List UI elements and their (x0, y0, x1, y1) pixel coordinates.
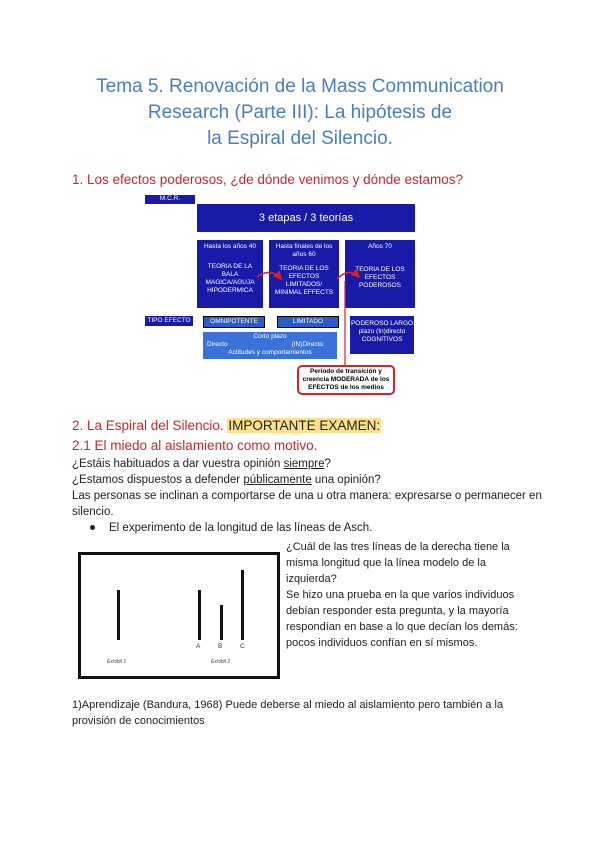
exhibit-2-caption: Exhibit 2 (211, 659, 231, 665)
question-1 (72, 456, 542, 472)
tipo-efecto-label: TIPO EFECTO (145, 316, 193, 326)
asch-text-line: Se hizo una prueba en la que varios individuos (286, 589, 515, 601)
col-1-period: Hasta los años 40 (203, 243, 257, 250)
asch-text-line: debían responder esta pregunta, y la mayoría (286, 605, 509, 617)
bandura-paragraph (72, 697, 503, 729)
asch-text-line: respondían en base a lo que decían los demás: (286, 621, 518, 633)
question-2 (72, 472, 542, 488)
q1-underlined: siempre (283, 458, 325, 470)
q1-text: ¿Estáis habituados a dar vuestra opinión (72, 458, 284, 470)
section-2-heading (72, 418, 381, 433)
section-2-1-heading: 2.1 El miedo al aislamiento como motivo. (72, 438, 318, 453)
label-b: B (218, 643, 223, 650)
bullet-text: El experimento de la longitud de las líneas de Asch. (109, 522, 373, 534)
asch-description (286, 539, 518, 651)
label-c: C (240, 643, 245, 650)
corto-plazo-row (203, 341, 337, 349)
section-1-heading: 1. Los efectos poderosos, ¿de dónde venimos y dónde estamos? (72, 172, 463, 187)
transition-period-box: Periodo de transición y creencia MODERADA de los EFECTOS de los medios (297, 365, 395, 395)
arrow-2 (337, 272, 359, 279)
col-3-period: Años 70 (368, 243, 392, 250)
q1-end: ? (324, 458, 331, 470)
col-3-theory: TEORIA DE LOS EFECTOS PODEROSOS (355, 266, 405, 289)
asch-text-line: izquierda? (286, 573, 337, 585)
three-stages-diagram (145, 195, 420, 400)
line-a (198, 590, 201, 640)
title-line-3: la Espiral del Silencio. (207, 128, 393, 149)
exhibit-1-caption: Exhibit 1 (107, 659, 127, 665)
bandura-line-1: 1)Aprendizaje (Bandura, 1968) Puede deberse al miedo al aislamiento pero también a la (72, 699, 504, 711)
col-1-theory: TEORIA DE LA BALA MAGICA/AGUJA HIPODERMICA (205, 263, 255, 294)
diagram-header: 3 etapas / 3 teorías (197, 204, 415, 232)
q2-end: una opinión? (311, 474, 381, 486)
label-a: A (196, 643, 201, 650)
corto-plazo-label: Corto plazo (253, 333, 287, 340)
bullet-item (90, 522, 372, 534)
poderoso-box: PODEROSO LARGO plazo (In)directo COGNITIVOS (350, 316, 414, 354)
questions-block (72, 456, 542, 520)
section-2-title: 2. La Espiral del Silencio. (72, 418, 224, 433)
omnipotente-box: OMNIPOTENTE (203, 316, 265, 328)
indirecto-label: (IN)Directo (291, 341, 323, 348)
actitudes-label: Actitudes y comportamientos (228, 349, 312, 356)
q2-underlined: públicamente (243, 474, 312, 486)
corto-plazo-box (203, 332, 337, 359)
bullet-dot-icon (90, 525, 95, 530)
page-title (60, 74, 540, 152)
q2-text: ¿Estamos dispuestos a defender (72, 474, 244, 486)
asch-text-line: misma longitud que la línea modelo de la (286, 557, 486, 569)
directo-label: Directo (207, 341, 228, 348)
title-line-2: Research (Parte III): La hipótesis de (147, 102, 453, 123)
asch-experiment-figure (78, 552, 280, 679)
paragraph-line-2: silencio. (72, 506, 114, 518)
arrow-1 (257, 272, 281, 279)
paragraph-line-1: Las personas se inclinan a comportarse de una u otra manera: expresarse o permanecer en (72, 490, 542, 502)
title-line-1: Tema 5. Renovación de la Mass Communication (96, 76, 504, 97)
mcr-label: M.C.R. (145, 195, 195, 204)
important-exam-highlight: IMPORTANTE EXAMEN: (228, 418, 381, 433)
line-c (241, 570, 244, 640)
model-line (117, 590, 120, 640)
bandura-line-2: provisión de conocimientos (72, 715, 205, 727)
asch-text-line: pocos individuos confían en sí mismos. (286, 637, 478, 649)
asch-text-line: ¿Cuál de las tres líneas de la derecha tiene la (286, 541, 510, 553)
limitado-box: LIMITADO (277, 316, 339, 328)
line-b (220, 605, 223, 640)
col-2-period: Hasta finales de los años 60 (275, 243, 333, 258)
col-2-theory: TEORIA DE LOS EFECTOS LIMITADOS/ MINIMAL EFFECTS (274, 265, 334, 296)
